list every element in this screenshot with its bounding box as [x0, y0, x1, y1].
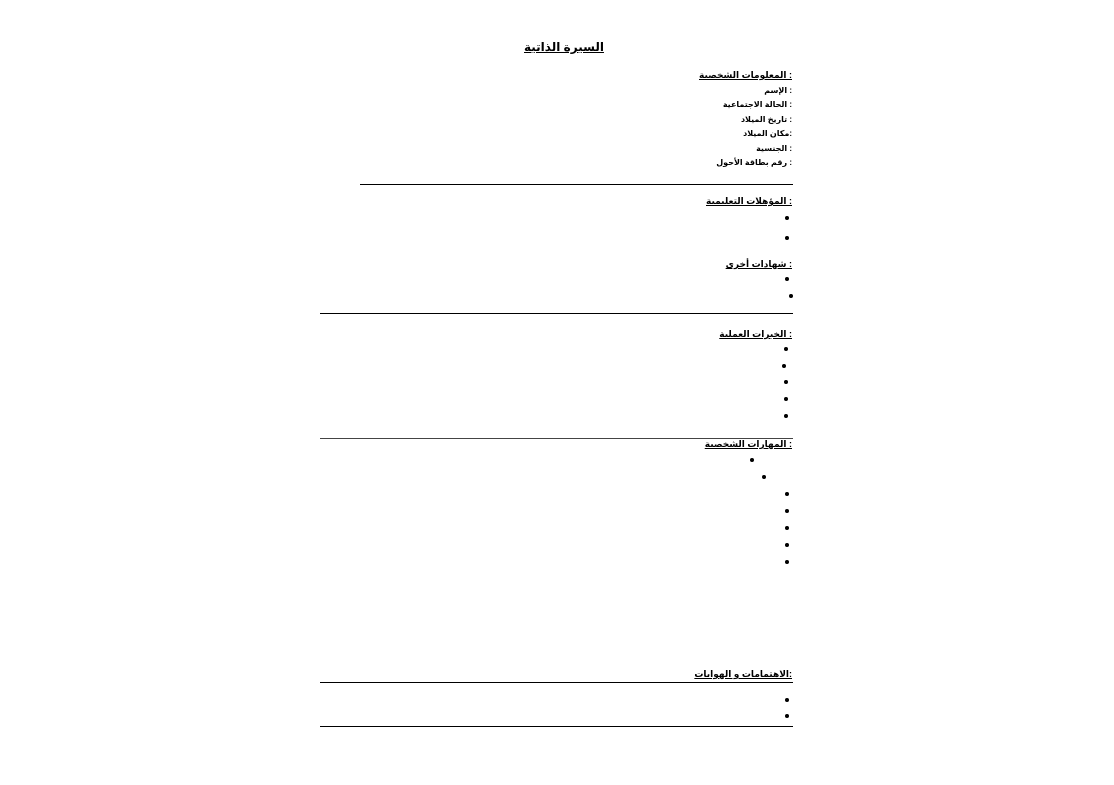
certificates-heading: : شهادات أخرى [725, 259, 792, 269]
personal-info-heading: : المعلومات الشخصية [699, 70, 792, 80]
document-title: السيرة الذاتية [524, 40, 604, 54]
field-birth-date-label: : تاريخ الميلاد [740, 115, 792, 124]
list-bullet [785, 543, 789, 547]
list-bullet [784, 380, 788, 384]
list-bullet [789, 294, 793, 298]
field-id-card-label: : رقم بطاقة الأحول [716, 158, 792, 167]
interests-heading: :الاهتمامات و الهوايات [694, 669, 792, 679]
list-bullet [784, 397, 788, 401]
list-bullet [785, 277, 789, 281]
skills-heading: : المهارات الشخصية [704, 439, 792, 449]
field-birth-place-label: :مكان الميلاد [743, 129, 792, 138]
list-bullet [785, 560, 789, 564]
list-bullet [785, 526, 789, 530]
experience-heading: : الخبرات العملية [719, 329, 792, 339]
section-divider [320, 313, 793, 314]
list-bullet [750, 458, 754, 462]
list-bullet [785, 509, 789, 513]
section-divider [360, 184, 793, 185]
field-marital-status-label: : الحالة الاجتماعية [722, 100, 792, 109]
list-bullet [782, 364, 786, 368]
list-bullet [784, 414, 788, 418]
field-nationality-label: : الجنسية [756, 144, 792, 153]
list-bullet [785, 236, 789, 240]
section-divider [320, 726, 793, 727]
list-bullet [784, 347, 788, 351]
list-bullet [762, 475, 766, 479]
list-bullet [785, 492, 789, 496]
education-heading: : المؤهلات التعليمية [706, 196, 792, 206]
field-name-label: : الإسم [764, 86, 792, 95]
list-bullet [785, 216, 789, 220]
list-bullet [785, 714, 789, 718]
list-bullet [785, 698, 789, 702]
section-divider [320, 682, 793, 683]
